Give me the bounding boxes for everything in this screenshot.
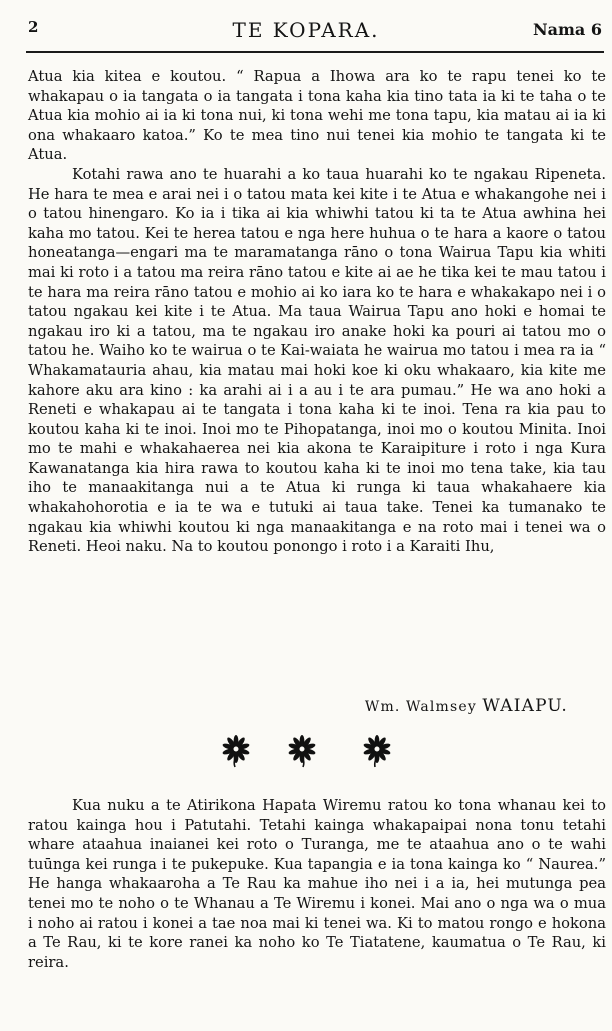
page-header (0, 0, 612, 58)
article-paragraph: Atua kia kitea e koutou. “ Rapua a Ihowa ara ko te rapu tenei ko te whakapau o ia tangata o ia tangata i tona kaha kia tino tata ia ki te taha o te Atua kia mohio ai ia ki tona nui, ki tona wehi me tona tapu, kia matau ai ia ki ona whakaaro katoa.” Ko te mea tino nui tenei kia mohio te tangata ki te Atua. (28, 68, 606, 164)
flower-center (299, 746, 305, 752)
news-paragraph: Kua nuku a te Atirikona Hapata Wiremu ratou ko tona whanau kei to ratou kainga hou i Patutahi. Tetahi kainga whakapaipai nona tonu tetahi whare ataahua inaianei kei roto o Turanga, me te ataahua ano o te wahi tuūnga kei runga i te pukepuke. Kua tapangia e ia tona kainga ko “ Naurea.” He hanga whakaaroha a Te Rau ka mahue iho nei i a ia, hei mutunga pea tenei mo te noho o te Whanau a Te Wiremu i konei. Mai ano o nga wa o mua i noho ai ratou i konei a tae noa mai ki tenei wa. Ki to matou rongo e hokona a Te Rau, ki te kore ranei ka noho ko Te Tiatatene, kaumatua o Te Rau, ki reira. (28, 797, 606, 971)
flower-ornament-icon (219, 734, 253, 768)
signature (365, 696, 568, 716)
signature-name: Walmsey (405, 699, 478, 715)
publication-title: TE KOPARA. (232, 18, 380, 42)
signature-prefix: Wm. (364, 699, 401, 715)
header-rule (26, 51, 604, 53)
article-paragraph: Kotahi rawa ano te huarahi a ko taua huarahi ko te ngakau Ripeneta. He hara te mea e arai nei i o tatou mata kei kite i te Atua e whakangohe nei i o tatou hinengaro. Ko ia i tika ai kia whiwhi tatou ki ta te Atua awhina hei kaha mo tatou. Kei te herea tatou e nga here huhua o te hara a kaore o tatou honeatanga—engari ma te maramatanga rāno o tona Wairua Tapu kia whiti mai ki roto i a tatou ma reira rāno tatou e kite ai ae he tika kei te mau tatou i te hara ma reira rāno tatou e mohio ai ko iara ko te hara e whakakapo nei i o tatou ngakau kei kite i te Atua. Ma taua Wairua Tapu ano hoki e homai te ngakau iro ki a tatou, ma te ngakau iro anake hoki ka pouri ai tatou mo o tatou he. Waiho ko te wairua o te Kai-waiata he wairua mo tatou i mea ra ia “ Whakamatauria ahau, kia matau mai hoki koe ki oku whakaaro, kia kite me kahore aku ara kino : ka arahi ai i a au i te ara pumau.” He wa ano hoki a Reneti e whakapau ai te tangata i tona kaha ki te inoi. Tena ra kia pau to koutou kaha ki te inoi. Inoi mo te Pihopatanga, inoi mo o koutou Minita. Inoi mo te mahi e whakahaerea nei kia akona te Karaipiture i roto i nga Kura Kawanatanga kia hira rawa to koutou kaha ki te inoi mo tena take, kia tau iho te manaakitanga nui a te Atua ki runga ki taua whakahaere kia whakahohorotia e ia te wa e tutuki ai taua take. Tenei ka tumanako te ngakau kia whiwhi koutou ki nga manaakitanga e na roto mai i tenei wa o Reneti. Heoi naku. Na to koutou ponongo i roto i a Karaiti Ihu, (28, 165, 606, 556)
flower-ornament-icon (285, 734, 319, 768)
news-body (28, 796, 606, 972)
page-number: 2 (28, 18, 39, 36)
flower-ornament-icon (360, 734, 394, 768)
signature-see: WAIAPU. (482, 696, 568, 716)
article-body (28, 67, 606, 557)
issue-number: Nama 6 (533, 20, 602, 39)
flower-center (374, 746, 380, 752)
flower-center (233, 746, 239, 752)
